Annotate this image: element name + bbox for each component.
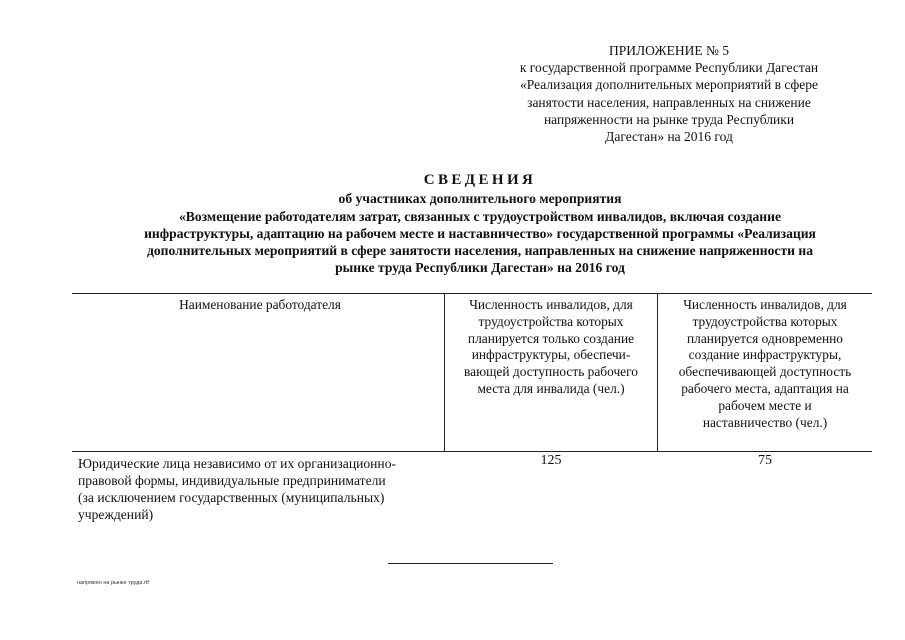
document-title: СВЕДЕНИЯ — [423, 172, 537, 188]
cell-text: правовой формы, индивидуальные предприниматели — [78, 473, 386, 488]
header-text: планируется только создание — [467, 330, 635, 346]
cell-text: (за исключением государственных (муниципальных) — [78, 490, 385, 505]
appendix-line: Дагестан» на 2016 год — [605, 129, 733, 145]
table-row-employer-name — [78, 455, 442, 523]
appendix-line: к государственной программе Республики Дагестан — [519, 60, 819, 76]
header-text: места для инвалида (чел.) — [477, 380, 625, 396]
table-top-border — [72, 293, 872, 294]
header-text: рабочем месте и — [718, 397, 812, 413]
column-header-infrastructure-only — [447, 297, 655, 398]
header-text: наставничество (чел.) — [702, 414, 828, 430]
heading-line: рынке труда Республики Дагестан» на 2016 год — [335, 260, 625, 276]
header-text: планируется одновременно — [687, 330, 843, 346]
header-text: вающей доступность рабочего — [464, 364, 638, 380]
heading-line: об участниках дополнительного мероприятия — [338, 191, 622, 207]
appendix-line: занятости населения, направленных на снижение — [527, 94, 811, 110]
column-header-employer — [90, 297, 430, 314]
table-column-divider — [657, 293, 658, 451]
end-divider — [388, 563, 553, 564]
heading-line: «Возмещение работодателям затрат, связанных с трудоустройством инвалидов, включая создание — [179, 208, 781, 224]
appendix-line: «Реализация дополнительных мероприятий в сфере — [519, 77, 819, 93]
header-text: рабочего места, адаптация на — [681, 380, 849, 396]
table-column-divider — [444, 293, 445, 451]
header-text: инфраструктуры, обеспечи- — [471, 347, 631, 363]
cell-text: Юридические лица независимо от их организационно- — [78, 456, 397, 471]
header-text: трудоустройства которых — [692, 313, 838, 329]
file-footer-note: напряжен на рынке труда.rtf — [77, 580, 149, 586]
heading-line: дополнительных мероприятий в сфере занятости населения, направленных на снижение напряженности на — [146, 243, 813, 259]
appendix-title: ПРИЛОЖЕНИЕ № 5 — [608, 43, 730, 58]
header-text: создание инфраструктуры, — [688, 347, 842, 363]
document-heading — [90, 172, 870, 277]
appendix-block — [470, 42, 868, 145]
column-header-infrastructure-adaptation-mentoring — [661, 297, 869, 431]
header-text: Численность инвалидов, для — [469, 297, 633, 312]
appendix-line: напряженности на рынке труда Республики — [543, 111, 795, 127]
table-cell-infrastructure-count: 125 — [540, 453, 562, 468]
header-text: обеспечивающей доступность — [678, 364, 852, 380]
header-text: трудоустройства которых — [478, 313, 624, 329]
header-text: Численность инвалидов, для — [683, 297, 847, 312]
header-text: Наименование работодателя — [179, 297, 341, 312]
heading-line: инфраструктуры, адаптацию на рабочем месте и наставничество» государственной программы «Реализация — [144, 225, 816, 241]
table-header-border — [72, 451, 872, 452]
cell-text: учреждений) — [78, 507, 154, 522]
table-cell-full-count: 75 — [758, 453, 772, 468]
